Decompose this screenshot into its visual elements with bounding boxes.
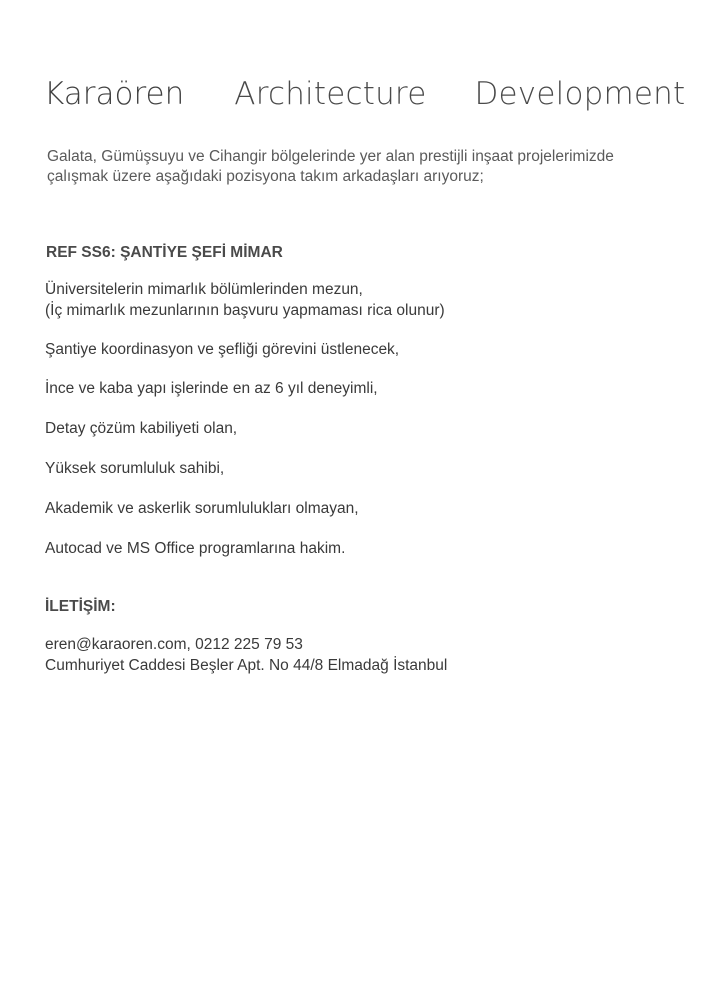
intro-line: Galata, Gümüşsuyu ve Cihangir bölgelerinde yer alan prestijli inşaat projelerimizde bbox=[47, 148, 614, 165]
header-development: Development bbox=[474, 76, 686, 112]
contact-address: Cumhuriyet Caddesi Beşler Apt. No 44/8 Elmadağ İstanbul bbox=[45, 657, 448, 674]
intro-line: çalışmak üzere aşağıdaki pozisyona takım arkadaşları arıyoruz; bbox=[47, 168, 484, 185]
education-requirement bbox=[45, 279, 685, 321]
requirement-item: Autocad ve MS Office programlarına hakim. bbox=[45, 540, 346, 557]
contact-info bbox=[45, 634, 685, 676]
contact-email-phone: eren@karaoren.com, 0212 225 79 53 bbox=[45, 636, 303, 653]
position-title: REF SS6: ŞANTİYE ŞEFİ MİMAR bbox=[46, 244, 283, 261]
header bbox=[44, 72, 686, 116]
contact-title: İLETİŞİM: bbox=[45, 598, 116, 615]
header-architecture: Architecture bbox=[234, 76, 427, 112]
requirement-item: İnce ve kaba yapı işlerinde en az 6 yıl deneyimli, bbox=[45, 380, 378, 397]
requirement-line: (İç mimarlık mezunlarının başvuru yapmaması rica olunur) bbox=[45, 302, 445, 319]
intro-paragraph bbox=[47, 147, 687, 187]
brand-name: Karaören bbox=[44, 76, 185, 112]
requirement-item: Akademik ve askerlik sorumlulukları olmayan, bbox=[45, 500, 359, 517]
requirement-line: Üniversitelerin mimarlık bölümlerinden mezun, bbox=[45, 281, 363, 298]
requirement-item: Detay çözüm kabiliyeti olan, bbox=[45, 420, 238, 437]
requirement-item: Şantiye koordinasyon ve şefliği görevini üstlenecek, bbox=[45, 341, 400, 358]
requirement-item: Yüksek sorumluluk sahibi, bbox=[45, 460, 225, 477]
